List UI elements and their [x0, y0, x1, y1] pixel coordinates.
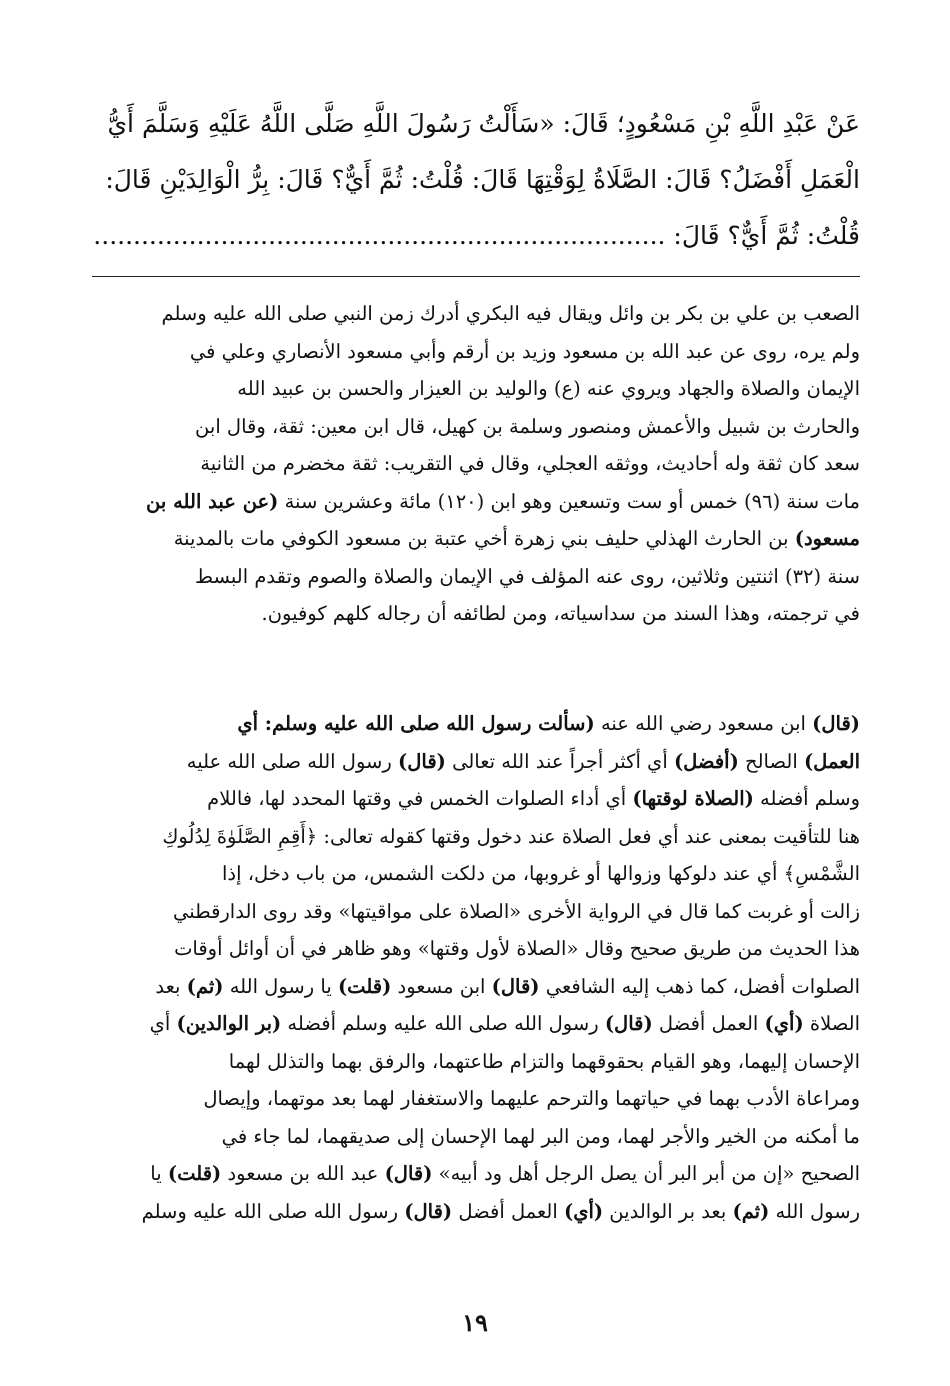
notes-line — [92, 520, 860, 558]
hadith-line: الْعَمَلِ أَفْضَلُ؟ قَالَ: الصَّلَاةُ لِوَقْتِهَا قَالَ: قُلْتُ: ثُمَّ أَيٌّ؟ قَالَ: بِرُّ الْوَالِدَيْنِ قَالَ: — [105, 165, 860, 194]
text-segment: بعد — [155, 974, 187, 998]
bold-segment: العمل) — [803, 749, 860, 773]
commentary-line — [92, 705, 860, 743]
commentary-line — [92, 1005, 860, 1043]
bold-segment: (بر الوالدين) — [176, 1012, 282, 1035]
bold-segment: (أفضل) — [673, 749, 739, 773]
commentary-line: ما أمكنه من الخير والأجر لهما، ومن البر لهما الإحسان إلى صديقهما، لما جاء في — [221, 1124, 860, 1148]
bold-segment: (قال) — [491, 974, 540, 998]
hadith-line-text: قُلْتُ: ثُمَّ أَيٌّ؟ قَالَ: — [673, 221, 860, 250]
notes-line — [92, 483, 860, 521]
bold-segment: (قلت) — [167, 1162, 222, 1185]
commentary-line: الإحسان إليهما، وهو القيام بحقوقهما والتزام طاعتهما، والرفق بهما والتذلل لهما — [228, 1049, 860, 1073]
bold-segment: (قال) — [812, 712, 860, 735]
text-segment: رسول الله صلى الله عليه — [186, 749, 398, 773]
commentary-line: ومراعاة الأدب بهما في حياتهما والترحم عليهما والاستغفار لهما بعد موتهما، وإيصال — [203, 1087, 860, 1110]
hadith-line — [92, 208, 860, 264]
commentary-line — [92, 968, 860, 1006]
notes-line: الإيمان والصلاة والجهاد ويروي عنه (ع) والوليد بن العيزار والحسن بن عبيد الله — [237, 377, 860, 400]
bold-segment: مسعود) — [794, 527, 860, 550]
bold-segment: (الصلاة لوقتها) — [632, 787, 754, 810]
bold-segment: (قال) — [404, 1199, 453, 1223]
text-segment: مات سنة (٩٦) خمس أو ست وتسعين وهو ابن (١٢٠) مائة وعشرين سنة — [278, 489, 860, 513]
text-segment: وسلم أفضله — [753, 787, 860, 810]
notes-line: الصعب بن علي بن بكر بن وائل ويقال فيه البكري أدرك زمن النبي صلى الله عليه وسلم — [161, 302, 860, 325]
notes-line: في ترجمته، وهذا السند من سداسياته، ومن لطائفه أن رجاله كلهم كوفيون. — [261, 602, 860, 625]
text-segment: العمل أفضل — [652, 1012, 765, 1035]
text-segment: الصلاة — [803, 1012, 860, 1035]
text-segment: الصحيح «إن من أبر البر أن يصل الرجل أهل ود أبيه» — [432, 1162, 860, 1185]
bold-segment: (أي) — [764, 1012, 804, 1035]
hadith-text — [92, 96, 860, 264]
commentary-line: هنا للتأقيت بمعنى عند أي فعل الصلاة عند دخول وقتها كقوله تعالى: ﴿أَقِمِ الصَّلَوٰةَ لِدُلُوكِ — [162, 824, 860, 848]
bold-segment: (سألت رسول الله صلى الله عليه وسلم: أي — [237, 712, 595, 735]
text-segment: أي أداء الصلوات الخمس في وقتها المحدد لها، فاللام — [207, 787, 633, 810]
text-segment: بعد بر الوالدين — [603, 1199, 733, 1223]
commentary-line — [92, 1193, 860, 1231]
text-segment: أي — [149, 1012, 177, 1035]
bold-segment: (أي) — [563, 1199, 604, 1223]
commentary-line: زالت أو غربت كما قال في الرواية الأخرى «الصلاة على مواقيتها» وقد روى الدارقطني — [172, 899, 860, 923]
text-segment: رسول الله — [769, 1199, 860, 1223]
hadith-line: عَنْ عَبْدِ اللَّهِ بْنِ مَسْعُودٍ؛ قَالَ: «سَأَلْتُ رَسُولَ اللَّهِ صَلَّى اللَّهُ عَلَيْهِ وَسَلَّمَ أَيُّ — [107, 109, 860, 138]
page-number: ١٩ — [462, 1308, 488, 1337]
notes-line: سنة (٣٢) اثنتين وثلاثين، روى عنه المؤلف في الإيمان والصلاة والصوم وتقدم البسط — [194, 564, 860, 588]
notes-line: سعد كان ثقة وله أحاديث، ووثقه العجلي، وقال في التقريب: ثقة مخضرم من الثانية — [200, 452, 860, 475]
commentary-line — [92, 1155, 860, 1193]
text-segment: بن الحارث الهذلي حليف بني زهرة أخي عتبة بن مسعود الكوفي مات بالمدينة — [173, 527, 795, 550]
text-segment: يا رسول الله — [223, 974, 338, 998]
notes-line: ولم يره، روى عن عبد الله بن مسعود وزيد بن أرقم وأبي مسعود الأنصاري وعلي في — [189, 339, 860, 363]
commentary-line: هذا الحديث من طريق صحيح وقال «الصلاة لأول وقتها» وهو ظاهر في أن أوائل أوقات — [174, 937, 860, 960]
commentary-line: الشَّمْسِ﴾ أي عند دلوكها وزوالها أو غروبها، من دلكت الشمس، من باب دخل، إذا — [222, 862, 860, 885]
narrator-notes — [92, 295, 860, 633]
commentary-line — [92, 743, 860, 781]
footnote-divider — [92, 276, 860, 277]
text-segment: رسول الله صلى الله عليه وسلم أفضله — [281, 1012, 605, 1035]
ellipsis-dots: ........................................................................ — [93, 221, 666, 250]
text-segment: الصلوات أفضل، كما ذهب إليه الشافعي — [539, 974, 860, 998]
commentary-line — [92, 780, 860, 818]
text-segment: ابن مسعود رضي الله عنه — [594, 712, 813, 735]
text-segment: العمل أفضل — [452, 1199, 564, 1223]
text-segment: ابن مسعود — [391, 974, 492, 998]
text-segment: يا — [150, 1162, 168, 1185]
text-segment: أي أكثر أجراً عند الله تعالى — [445, 749, 674, 773]
bold-segment: (ثم) — [186, 974, 224, 998]
bold-segment: (ثم) — [732, 1199, 770, 1223]
text-segment: الصالح — [738, 749, 804, 773]
bold-segment: (قال) — [397, 749, 446, 773]
bold-segment: (عن عبد الله بن — [146, 489, 279, 513]
commentary-text — [92, 705, 860, 1230]
bold-segment: (قلت) — [337, 974, 392, 998]
text-segment: رسول الله صلى الله عليه وسلم — [141, 1199, 405, 1223]
text-segment: عبد الله بن مسعود — [221, 1162, 385, 1185]
notes-line: والحارث بن شبيل والأعمش ومنصور وسلمة بن كهيل، قال ابن معين: ثقة، وقال ابن — [195, 414, 860, 438]
bold-segment: (قال) — [604, 1012, 653, 1035]
bold-segment: (قال) — [384, 1162, 433, 1185]
